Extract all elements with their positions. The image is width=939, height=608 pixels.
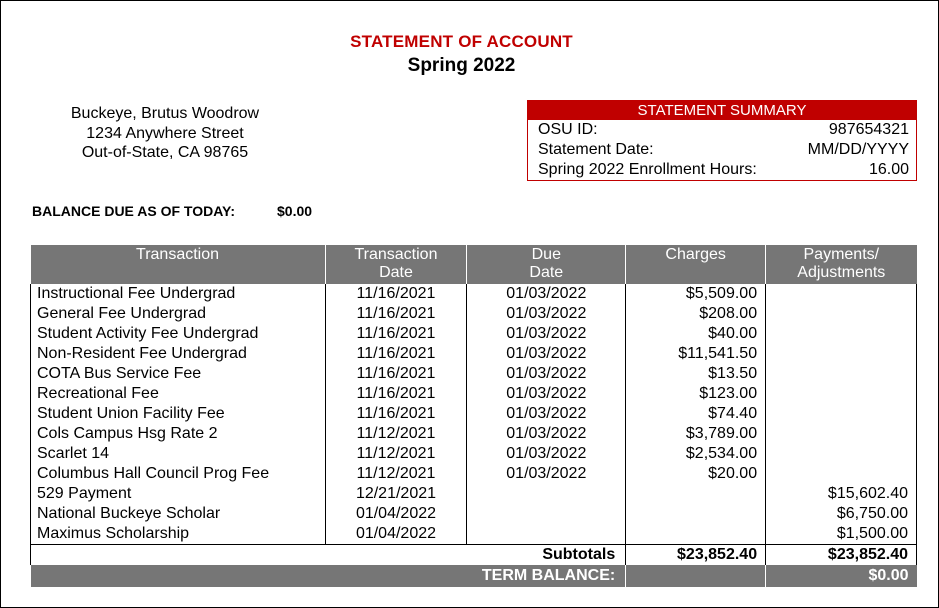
term-balance-value: $0.00 xyxy=(766,565,917,587)
table-row xyxy=(31,524,917,545)
header-payments: Payments/ Adjustments xyxy=(766,245,917,284)
student-name: Buckeye, Brutus Woodrow xyxy=(70,105,260,122)
table-row xyxy=(31,304,917,324)
payment-amount xyxy=(766,384,917,404)
statement-summary xyxy=(527,100,917,181)
due-date xyxy=(467,504,626,524)
transaction-desc: 529 Payment xyxy=(31,484,326,504)
term-title: Spring 2022 xyxy=(407,55,516,76)
due-date: 01/03/2022 xyxy=(467,424,626,444)
transaction-desc: Columbus Hall Council Prog Fee xyxy=(31,464,326,484)
due-date: 01/03/2022 xyxy=(467,444,626,464)
due-date: 01/03/2022 xyxy=(467,304,626,324)
term-balance-spacer xyxy=(626,565,766,587)
charge-amount xyxy=(626,504,766,524)
table-row xyxy=(31,444,917,464)
table-row xyxy=(31,424,917,444)
transaction-date: 11/12/2021 xyxy=(325,444,467,464)
charge-amount: $123.00 xyxy=(626,384,766,404)
summary-row-osu-id xyxy=(528,120,916,140)
transaction-desc: Recreational Fee xyxy=(31,384,326,404)
transaction-date: 01/04/2022 xyxy=(325,504,467,524)
transaction-desc: Instructional Fee Undergrad xyxy=(31,284,326,304)
transaction-date: 12/21/2021 xyxy=(325,484,467,504)
balance-due-label: BALANCE DUE AS OF TODAY: xyxy=(32,203,236,219)
transaction-desc: Student Activity Fee Undergrad xyxy=(31,324,326,344)
transaction-date: 11/16/2021 xyxy=(325,364,467,384)
payment-amount xyxy=(766,424,917,444)
transactions-table xyxy=(30,245,917,587)
table-row xyxy=(31,284,917,304)
payment-amount xyxy=(766,344,917,364)
mailing-address xyxy=(50,104,280,163)
summary-value: 16.00 xyxy=(868,161,909,178)
summary-row-statement-date xyxy=(528,140,916,160)
due-date: 01/03/2022 xyxy=(467,284,626,304)
transaction-desc: Cols Campus Hsg Rate 2 xyxy=(31,424,326,444)
transaction-date: 01/04/2022 xyxy=(325,524,467,545)
payment-amount xyxy=(766,304,917,324)
due-date xyxy=(467,524,626,545)
transaction-desc: Scarlet 14 xyxy=(31,444,326,464)
transaction-date: 11/16/2021 xyxy=(325,384,467,404)
payment-amount: $6,750.00 xyxy=(766,504,917,524)
payment-amount xyxy=(766,404,917,424)
charge-amount xyxy=(626,484,766,504)
due-date: 01/03/2022 xyxy=(467,364,626,384)
summary-heading: STATEMENT SUMMARY xyxy=(528,101,916,120)
term-balance-label: TERM BALANCE: xyxy=(31,565,626,587)
due-date xyxy=(467,484,626,504)
balance-due-value: $0.00 xyxy=(277,203,313,219)
header-transaction-date: Transaction Date xyxy=(325,245,467,284)
transaction-desc: COTA Bus Service Fee xyxy=(31,364,326,384)
charge-amount: $2,534.00 xyxy=(626,444,766,464)
charge-amount: $208.00 xyxy=(626,304,766,324)
payment-amount xyxy=(766,464,917,484)
summary-value: 987654321 xyxy=(828,121,909,138)
transaction-desc: National Buckeye Scholar xyxy=(31,504,326,524)
summary-row-enrollment-hours xyxy=(528,160,916,180)
payment-amount: $15,602.40 xyxy=(766,484,917,504)
summary-label: OSU ID: xyxy=(538,121,598,138)
due-date: 01/03/2022 xyxy=(467,384,626,404)
subtotals-row xyxy=(31,545,917,566)
summary-label: Spring 2022 Enrollment Hours: xyxy=(538,161,757,178)
charge-amount: $5,509.00 xyxy=(626,284,766,304)
payment-amount xyxy=(766,284,917,304)
charge-amount: $40.00 xyxy=(626,324,766,344)
due-date: 01/03/2022 xyxy=(467,344,626,364)
charge-amount: $13.50 xyxy=(626,364,766,384)
table-row xyxy=(31,464,917,484)
transaction-date: 11/16/2021 xyxy=(325,324,467,344)
transaction-date: 11/12/2021 xyxy=(325,464,467,484)
charge-amount: $11,541.50 xyxy=(626,344,766,364)
term-balance-row xyxy=(31,565,917,587)
charge-amount: $3,789.00 xyxy=(626,424,766,444)
transaction-desc: Maximus Scholarship xyxy=(31,524,326,545)
payment-amount: $1,500.00 xyxy=(766,524,917,545)
payment-amount xyxy=(766,444,917,464)
table-header-row xyxy=(31,245,917,284)
table-row xyxy=(31,324,917,344)
due-date: 01/03/2022 xyxy=(467,324,626,344)
header-transaction: Transaction xyxy=(31,245,326,284)
summary-label: Statement Date: xyxy=(538,141,654,158)
transaction-date: 11/16/2021 xyxy=(325,344,467,364)
transactions-body xyxy=(31,284,917,545)
balance-due xyxy=(32,203,313,219)
summary-value: MM/DD/YYYY xyxy=(807,141,909,158)
table-row xyxy=(31,384,917,404)
city-state-zip: Out-of-State, CA 98765 xyxy=(81,144,249,161)
transaction-desc: General Fee Undergrad xyxy=(31,304,326,324)
transaction-desc: Non-Resident Fee Undergrad xyxy=(31,344,326,364)
transaction-date: 11/16/2021 xyxy=(325,404,467,424)
due-date: 01/03/2022 xyxy=(467,464,626,484)
street-address: 1234 Anywhere Street xyxy=(86,124,244,142)
charge-amount xyxy=(626,524,766,545)
transaction-date: 11/12/2021 xyxy=(325,424,467,444)
charge-amount: $20.00 xyxy=(626,464,766,484)
header-charges: Charges xyxy=(626,245,766,284)
payment-amount xyxy=(766,364,917,384)
subtotal-payments: $23,852.40 xyxy=(766,545,917,566)
table-row xyxy=(31,504,917,524)
table-row xyxy=(31,484,917,504)
table-row xyxy=(31,404,917,424)
transaction-desc: Student Union Facility Fee xyxy=(31,404,326,424)
table-row xyxy=(31,364,917,384)
table-row xyxy=(31,344,917,364)
payment-amount xyxy=(766,324,917,344)
subtotal-charges: $23,852.40 xyxy=(626,545,766,566)
statement-title: STATEMENT OF ACCOUNT xyxy=(350,32,573,51)
due-date: 01/03/2022 xyxy=(467,404,626,424)
charge-amount: $74.40 xyxy=(626,404,766,424)
header-due-date: Due Date xyxy=(467,245,626,284)
transaction-date: 11/16/2021 xyxy=(325,284,467,304)
subtotals-label: Subtotals xyxy=(31,545,626,566)
transaction-date: 11/16/2021 xyxy=(325,304,467,324)
